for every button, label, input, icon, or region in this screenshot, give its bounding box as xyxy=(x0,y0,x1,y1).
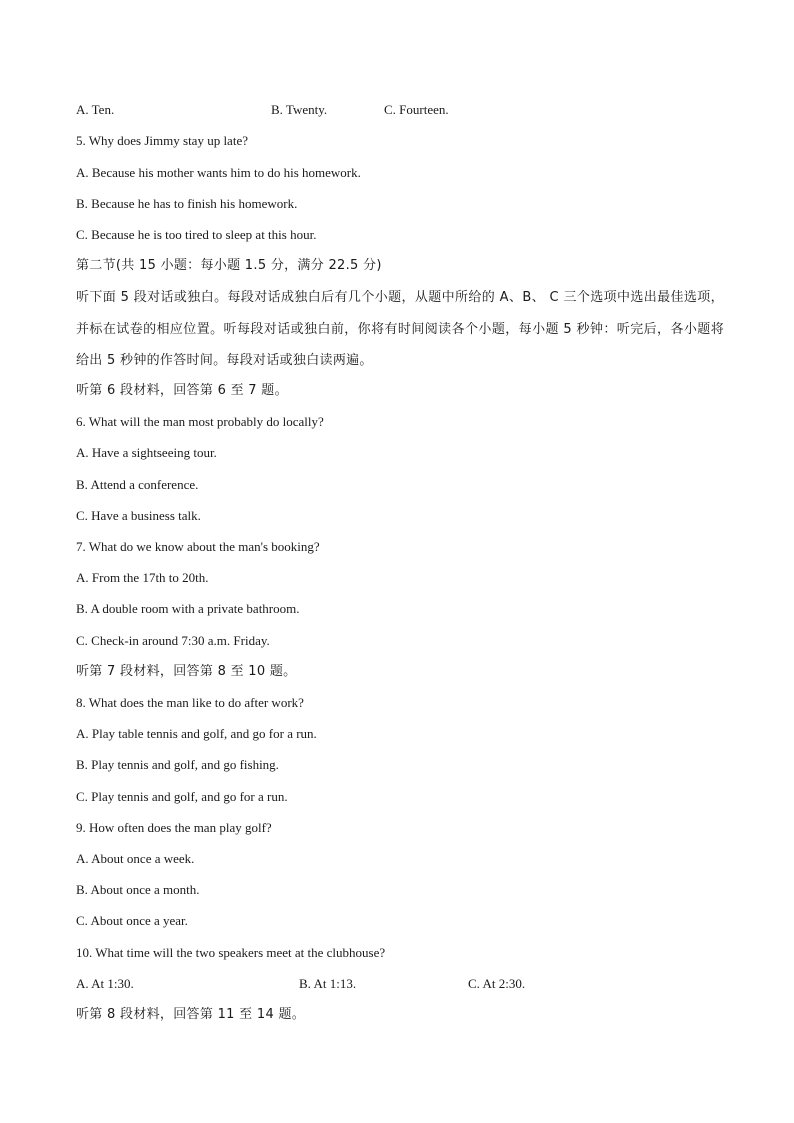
q5-option-b: B. Because he has to finish his homework. xyxy=(76,196,298,211)
q9-option-b: B. About once a month. xyxy=(76,882,200,897)
section-heading: 第二节(共 15 小题：每小题 1.5 分，满分 22.5 分) xyxy=(76,258,382,273)
q6-option-b: B. Attend a conference. xyxy=(76,477,199,492)
q10-option-c: C. At 2:30. xyxy=(468,976,526,991)
q9-question: 9. How often does the man play golf? xyxy=(76,820,272,835)
q10-question: 10. What time will the two speakers meet at the clubhouse? xyxy=(76,945,386,960)
q10-option-a: A. At 1:30. xyxy=(76,976,134,991)
q8-option-c: C. Play tennis and golf, and go for a run. xyxy=(76,789,288,804)
q5-option-c: C. Because he is too tired to sleep at this hour. xyxy=(76,227,317,242)
material-7-label: 听第 7 段材料，回答第 8 至 10 题。 xyxy=(76,664,297,679)
q5-question: 5. Why does Jimmy stay up late? xyxy=(76,133,248,148)
q4-option-b: B. Twenty. xyxy=(271,102,328,117)
q7-question: 7. What do we know about the man's booking? xyxy=(76,539,320,554)
q8-option-a: A. Play table tennis and golf, and go for a run. xyxy=(76,726,317,741)
material-6-label: 听第 6 段材料，回答第 6 至 7 题。 xyxy=(76,383,288,398)
q4-option-a: A. Ten. xyxy=(76,102,115,117)
q6-option-c: C. Have a business talk. xyxy=(76,508,201,523)
q9-option-c: C. About once a year. xyxy=(76,913,188,928)
q7-option-c: C. Check-in around 7:30 a.m. Friday. xyxy=(76,633,270,648)
q8-option-b: B. Play tennis and golf, and go fishing. xyxy=(76,757,279,772)
q10-option-b: B. At 1:13. xyxy=(299,976,357,991)
q6-option-a: A. Have a sightseeing tour. xyxy=(76,445,217,460)
q9-option-a: A. About once a week. xyxy=(76,851,195,866)
section-instructions: 听下面 5 段对话或独白。每段对话成独白后有几个小题，从题中所给的 A、B、 C 三个选项中选出最佳选项，并标在试卷的相应位置。听每段对话或独白前，你将有时间阅读各个小题，每小题 5 秒钟：听完后，各小题将给出 5 秒钟的作答时间。每段对话或独白读两遍。 xyxy=(76,290,724,368)
material-8-label: 听第 8 段材料，回答第 11 至 14 题。 xyxy=(76,1007,306,1022)
q4-option-c: C. Fourteen. xyxy=(384,102,449,117)
q6-question: 6. What will the man most probably do locally? xyxy=(76,414,324,429)
q7-option-b: B. A double room with a private bathroom. xyxy=(76,601,300,616)
q5-option-a: A. Because his mother wants him to do his homework. xyxy=(76,165,361,180)
q7-option-a: A. From the 17th to 20th. xyxy=(76,570,209,585)
q8-question: 8. What does the man like to do after work? xyxy=(76,695,304,710)
